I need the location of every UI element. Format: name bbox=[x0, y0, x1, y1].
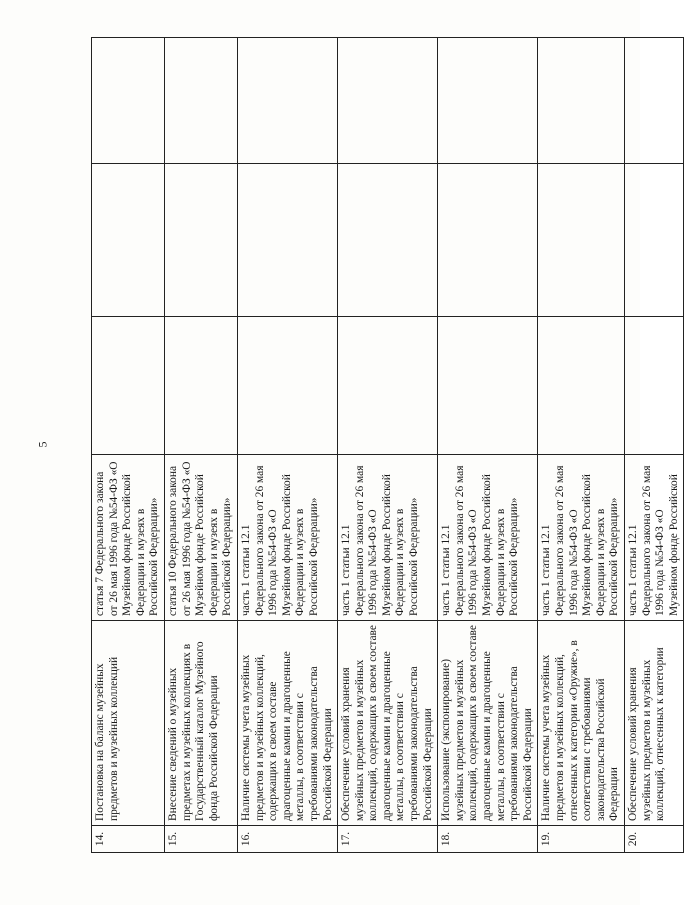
row-number: 15. bbox=[164, 826, 237, 853]
row-number: 19. bbox=[538, 826, 625, 853]
requirement-title: Обеспечение условий хранения музейных предметов и музейных коллекций, содержащих в своем составе драгоценные камни и драгоценные металлы, в соответствии с требованиями законодательства Российской Федерации bbox=[338, 621, 438, 826]
empty-cell bbox=[538, 164, 625, 317]
empty-cell bbox=[164, 164, 237, 317]
row-number: 18. bbox=[438, 826, 538, 853]
empty-cell bbox=[438, 317, 538, 455]
empty-cell bbox=[237, 317, 337, 455]
empty-cell bbox=[164, 38, 237, 164]
row-number: 20. bbox=[624, 826, 683, 853]
empty-cell bbox=[338, 38, 438, 164]
requirement-title: Постановка на баланс музейных предметов и музейных коллекций bbox=[92, 621, 165, 826]
row-number: 14. bbox=[92, 826, 165, 853]
empty-cell bbox=[338, 164, 438, 317]
empty-cell bbox=[624, 164, 683, 317]
table-row bbox=[164, 38, 237, 853]
legal-basis: часть 1 статьи 12.1 Федерального закона от 26 мая 1996 года №54-ФЗ «О Музейном фонде Российской Федерации и музеях в Российской Федерации» bbox=[538, 455, 625, 621]
rotated-table-container bbox=[91, 38, 680, 853]
empty-cell bbox=[438, 164, 538, 317]
legal-basis: часть 1 статьи 12.1 Федерального закона от 26 мая 1996 года №54-ФЗ «О Музейном фонде Российской Федерации и музеях в Российской Федерации» bbox=[438, 455, 538, 621]
page-number: 5 bbox=[35, 441, 50, 448]
legal-basis: статья 7 Федерального закона от 26 мая 1996 года №54-ФЗ «О Музейном фонде Российской Федерации и музеях в Российской Федерации» bbox=[92, 455, 165, 621]
table-row bbox=[438, 38, 538, 853]
requirement-title: Обеспечение условий хранения музейных предметов и музейных коллекций, отнесенных к категории bbox=[624, 621, 683, 826]
empty-cell bbox=[538, 38, 625, 164]
table-row bbox=[338, 38, 438, 853]
empty-cell bbox=[624, 317, 683, 455]
table-row bbox=[624, 38, 683, 853]
requirement-title: Наличие системы учета музейных предметов и музейных коллекций, содержащих в своем составе драгоценные камни и драгоценные металлы, в соответствии с требованиями законодательства Российской Федерации bbox=[237, 621, 337, 826]
empty-cell bbox=[92, 164, 165, 317]
row-number: 17. bbox=[338, 826, 438, 853]
table-row bbox=[538, 38, 625, 853]
requirement-title: Внесение сведений о музейных предметах и музейных коллекциях в Государственный каталог Музейного фонда Российской Федерации bbox=[164, 621, 237, 826]
legal-basis: часть 1 статьи 12.1 Федерального закона от 26 мая 1996 года №54-ФЗ «О Музейном фонде Российской Федерации и музеях в Российской Федерации» bbox=[237, 455, 337, 621]
table-row bbox=[92, 38, 165, 853]
empty-cell bbox=[538, 317, 625, 455]
row-number: 16. bbox=[237, 826, 337, 853]
empty-cell bbox=[237, 164, 337, 317]
empty-cell bbox=[92, 317, 165, 455]
table-row bbox=[237, 38, 337, 853]
empty-cell bbox=[624, 38, 683, 164]
legal-basis: часть 1 статьи 12.1 Федерального закона от 26 мая 1996 года №54-ФЗ «О Музейном фонде Российской Федерации и музеях в Российской Федерации» bbox=[338, 455, 438, 621]
requirement-title: Использование (экспонирование) музейных предметов и музейных коллекций, содержащих в своем составе драгоценные камни и драгоценные металлы, в соответствии с требованиями законодательства Российской Федерации bbox=[438, 621, 538, 826]
empty-cell bbox=[92, 38, 165, 164]
requirements-table bbox=[91, 37, 684, 853]
empty-cell bbox=[164, 317, 237, 455]
legal-basis: статья 10 Федерального закона от 26 мая 1996 года №54-ФЗ «О Музейном фонде Российской Федерации и музеях в Российской Федерации» bbox=[164, 455, 237, 621]
empty-cell bbox=[237, 38, 337, 164]
requirement-title: Наличие системы учета музейных предметов и музейных коллекций, отнесенных к категории «Оружие», в соответствии с требованиями законодательства Российской Федерации bbox=[538, 621, 625, 826]
empty-cell bbox=[338, 317, 438, 455]
legal-basis: часть 1 статьи 12.1 Федерального закона от 26 мая 1996 года №54-ФЗ «О Музейном фонде Российской bbox=[624, 455, 683, 621]
empty-cell bbox=[438, 38, 538, 164]
